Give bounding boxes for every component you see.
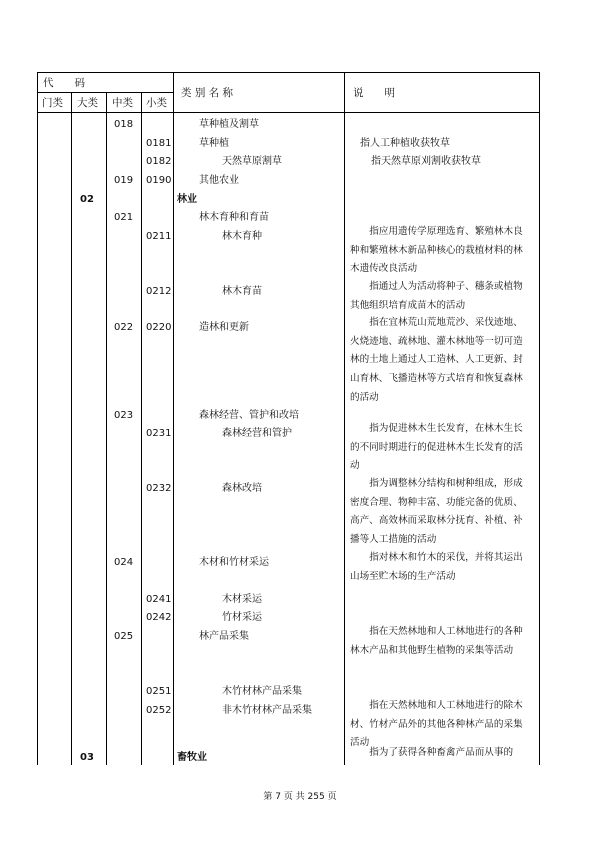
small-code: 0231: [146, 428, 172, 439]
description: 指天然草原刈割收获牧草: [371, 156, 481, 167]
header-explanation: 说 明: [353, 87, 395, 99]
category-name: 木竹材林产品采集: [222, 686, 302, 697]
small-code: 0182: [146, 156, 172, 167]
category-name: 非木竹材林产品采集: [222, 705, 312, 716]
header-col-mid: 中类: [112, 97, 133, 109]
small-code: 0190: [146, 175, 172, 186]
category-name: 木材采运: [222, 594, 262, 605]
major-code: 03: [80, 752, 94, 763]
mid-code: 018: [114, 119, 134, 130]
category-name: 林木育种和育苗: [199, 212, 269, 223]
category-name: 造林和更新: [199, 322, 249, 333]
header-col-major: 大类: [77, 97, 98, 109]
category-name: 草种植: [199, 138, 229, 149]
mid-code: 024: [114, 557, 134, 568]
small-code: 0211: [146, 231, 172, 242]
category-name: 畜牧业: [177, 752, 207, 763]
small-code: 0220: [146, 322, 172, 333]
classification-table: [37, 72, 540, 765]
mid-code: 021: [114, 212, 134, 223]
description: 指为调整林分结构和树种组成，形成密度合理、物种丰富、功能完备的优质、高产、高效林而采取林分抚育、补植、补播等人工措施的活动: [350, 478, 523, 546]
category-name: 森林经营、管护和改培: [199, 410, 299, 421]
category-name: 竹材采运: [222, 612, 262, 623]
small-code: 0241: [146, 594, 172, 605]
category-name: 天然草原割草: [222, 156, 282, 167]
major-code: 02: [80, 194, 94, 205]
small-code: 0252: [146, 705, 172, 716]
description: 指人工种植收获牧草: [360, 138, 450, 149]
small-code: 0212: [146, 286, 172, 297]
category-name: 森林改培: [222, 483, 262, 494]
mid-code: 025: [114, 631, 134, 642]
description: 指在宜林荒山荒地荒沙、采伐迹地、火烧迹地、疏林地、灌木林地等一切可造林的土地上通过人工造林、人工更新、封山育林、飞播造林等方式培育和恢复森林的活动: [350, 317, 523, 403]
category-name: 林业: [177, 194, 197, 205]
mid-code: 019: [114, 175, 134, 186]
page-footer: 第 7 页 共 255 页: [263, 792, 337, 802]
small-code: 0181: [146, 138, 172, 149]
small-code: 0232: [146, 483, 172, 494]
category-name: 林木育种: [222, 231, 262, 242]
description: 指在天然林地和人工林地进行的各种林木产品和其他野生植物的采集等活动: [350, 626, 523, 656]
category-name: 林产品采集: [199, 631, 249, 642]
category-name: 草种植及割草: [199, 119, 259, 130]
header-col-small: 小类: [146, 97, 167, 109]
description: 指在天然林地和人工林地进行的除木材、竹材产品外的其他各种林产品的采集活动: [350, 700, 523, 749]
mid-code: 022: [114, 322, 134, 333]
description: 指为了获得各种畜禽产品而从事的: [369, 747, 514, 758]
header-category-name: 类 别 名 称: [181, 87, 234, 99]
description: 指应用遗传学原理选育、繁殖林木良种和繁殖林木新品种核心的栽植材料的林木遗传改良活动: [350, 226, 523, 275]
mid-code: 023: [114, 410, 134, 421]
category-name: 木材和竹材采运: [199, 557, 269, 568]
header-col-door: 门类: [42, 97, 63, 109]
small-code: 0242: [146, 612, 172, 623]
category-name: 森林经营和管护: [222, 428, 292, 439]
description: 指为促进林木生长发育，在林木生长的不同时期进行的促进林木生长发育的活动: [350, 423, 523, 472]
description: 指对林木和竹木的采伐，并将其运出山场至贮木场的生产活动: [350, 552, 523, 582]
small-code: 0251: [146, 686, 172, 697]
description: 指通过人为活动将种子、穗条或植物其他组织培育成苗木的活动: [350, 281, 523, 311]
category-name: 其他农业: [199, 175, 239, 186]
header-code: 代 码: [43, 77, 85, 89]
category-name: 林木育苗: [222, 286, 262, 297]
